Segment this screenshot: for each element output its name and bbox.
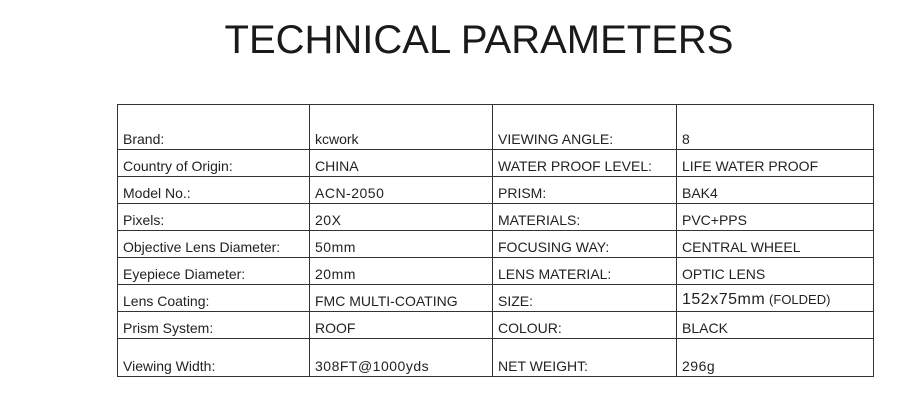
- value-viewing-angle: 8: [677, 105, 874, 150]
- value-size-cell: [677, 285, 874, 312]
- value-colour: BLACK: [677, 312, 874, 339]
- value-model: ACN-2050: [310, 177, 493, 204]
- value-lens-coating: FMC MULTI-COATING: [310, 285, 493, 312]
- table-row: [118, 312, 874, 339]
- value-materials: PVC+PPS: [677, 204, 874, 231]
- value-country: CHINA: [310, 150, 493, 177]
- label-prism-system: Prism System:: [118, 312, 310, 339]
- label-viewing-width: Viewing Width:: [118, 339, 310, 377]
- value-objective-lens: 50mm: [310, 231, 493, 258]
- label-objective-lens: Objective Lens Diameter:: [118, 231, 310, 258]
- value-size-note: (FOLDED): [769, 292, 831, 307]
- label-materials: MATERIALS:: [493, 204, 677, 231]
- label-eyepiece: Eyepiece Diameter:: [118, 258, 310, 285]
- label-brand: Brand:: [118, 105, 310, 150]
- label-size: SIZE:: [493, 285, 677, 312]
- value-net-weight: 296g: [677, 339, 874, 377]
- value-water-proof: LIFE WATER PROOF: [677, 150, 874, 177]
- value-pixels: 20X: [310, 204, 493, 231]
- label-viewing-angle: VIEWING ANGLE:: [493, 105, 677, 150]
- label-model: Model No.:: [118, 177, 310, 204]
- value-prism-system: ROOF: [310, 312, 493, 339]
- label-lens-coating: Lens Coating:: [118, 285, 310, 312]
- page-title: TECHNICAL PARAMETERS: [224, 18, 734, 62]
- label-colour: COLOUR:: [493, 312, 677, 339]
- label-prism: PRISM:: [493, 177, 677, 204]
- value-lens-material: OPTIC LENS: [677, 258, 874, 285]
- table-row: [118, 285, 874, 312]
- table-row: [118, 339, 874, 377]
- label-country: Country of Origin:: [118, 150, 310, 177]
- value-viewing-width: 308FT@1000yds: [310, 339, 493, 377]
- label-lens-material: LENS MATERIAL:: [493, 258, 677, 285]
- spec-table: [117, 104, 874, 377]
- table-row: [118, 105, 874, 150]
- table-row: [118, 150, 874, 177]
- label-focusing-way: FOCUSING WAY:: [493, 231, 677, 258]
- label-pixels: Pixels:: [118, 204, 310, 231]
- value-eyepiece: 20mm: [310, 258, 493, 285]
- table-row: [118, 231, 874, 258]
- table-row: [118, 204, 874, 231]
- table-row: [118, 258, 874, 285]
- label-water-proof: WATER PROOF LEVEL:: [493, 150, 677, 177]
- label-net-weight: NET WEIGHT:: [493, 339, 677, 377]
- value-brand: kcwork: [310, 105, 493, 150]
- value-size: 152x75mm: [682, 291, 766, 308]
- value-prism: BAK4: [677, 177, 874, 204]
- table-row: [118, 177, 874, 204]
- value-focusing-way: CENTRAL WHEEL: [677, 231, 874, 258]
